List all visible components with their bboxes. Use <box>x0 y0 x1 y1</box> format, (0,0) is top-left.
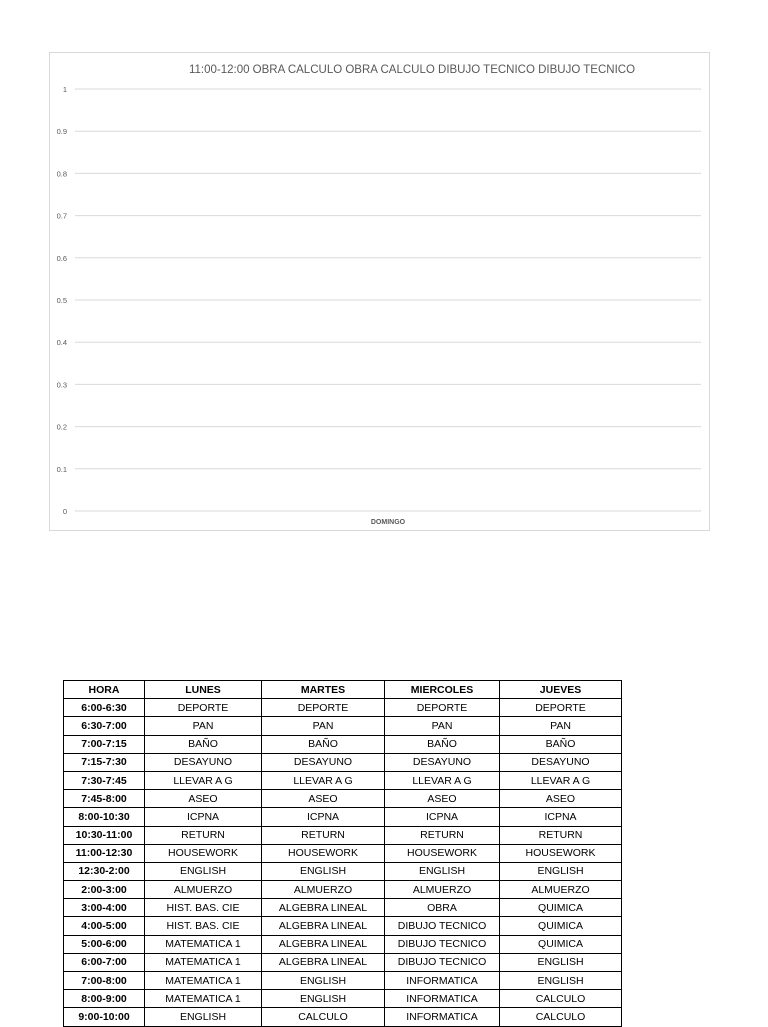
time-cell: 7:45-8:00 <box>64 790 145 808</box>
time-cell: 10:30-11:00 <box>64 826 145 844</box>
activity-cell: MATEMATICA 1 <box>145 972 262 990</box>
activity-cell: ENGLISH <box>145 1008 262 1026</box>
activity-cell: HOUSEWORK <box>145 844 262 862</box>
activity-cell: ALGEBRA LINEAL <box>262 899 385 917</box>
y-tick-label: 0.4 <box>56 338 67 348</box>
time-cell: 7:00-8:00 <box>64 972 145 990</box>
activity-cell: ASEO <box>262 790 385 808</box>
time-cell: 12:30-2:00 <box>64 862 145 880</box>
y-tick-label: 0.2 <box>56 422 67 432</box>
activity-cell: QUIMICA <box>500 935 622 953</box>
table-header-lunes: LUNES <box>145 681 262 699</box>
activity-cell: PAN <box>500 717 622 735</box>
table-row <box>64 753 622 771</box>
activity-cell: HIST. BAS. CIE <box>145 917 262 935</box>
activity-cell: ALGEBRA LINEAL <box>262 917 385 935</box>
activity-cell: BAÑO <box>385 735 500 753</box>
activity-cell: ICPNA <box>145 808 262 826</box>
activity-cell: ALMUERZO <box>145 881 262 899</box>
activity-cell: PAN <box>145 717 262 735</box>
activity-cell: ENGLISH <box>500 862 622 880</box>
y-tick-label: 0.9 <box>56 127 67 137</box>
activity-cell: ASEO <box>500 790 622 808</box>
table-row <box>64 953 622 971</box>
activity-cell: LLEVAR A G <box>145 771 262 789</box>
table-row <box>64 990 622 1008</box>
table-row <box>64 790 622 808</box>
table-row <box>64 899 622 917</box>
table-row <box>64 826 622 844</box>
chart-title: 11:00-12:00 OBRA CALCULO OBRA CALCULO DIBUJO TECNICO DIBUJO TECNICO <box>188 64 636 76</box>
activity-cell: DEPORTE <box>262 699 385 717</box>
activity-cell: HOUSEWORK <box>262 844 385 862</box>
activity-cell: BAÑO <box>500 735 622 753</box>
activity-cell: ENGLISH <box>262 862 385 880</box>
table-header-martes: MARTES <box>262 681 385 699</box>
time-cell: 5:00-6:00 <box>64 935 145 953</box>
activity-cell: DIBUJO TECNICO <box>385 953 500 971</box>
activity-cell: ICPNA <box>500 808 622 826</box>
activity-cell: LLEVAR A G <box>262 771 385 789</box>
activity-cell: MATEMATICA 1 <box>145 935 262 953</box>
time-cell: 6:30-7:00 <box>64 717 145 735</box>
activity-cell: OBRA <box>385 899 500 917</box>
table-body <box>64 699 622 1026</box>
activity-cell: ALGEBRA LINEAL <box>262 953 385 971</box>
chart-area <box>49 52 710 531</box>
time-cell: 8:00-10:30 <box>64 808 145 826</box>
table-row <box>64 735 622 753</box>
activity-cell: QUIMICA <box>500 917 622 935</box>
activity-cell: DEPORTE <box>500 699 622 717</box>
time-cell: 9:00-10:00 <box>64 1008 145 1026</box>
y-axis-ticks <box>57 85 67 516</box>
time-cell: 11:00-12:30 <box>64 844 145 862</box>
activity-cell: RETURN <box>500 826 622 844</box>
gridlines <box>75 89 701 511</box>
time-cell: 2:00-3:00 <box>64 881 145 899</box>
activity-cell: LLEVAR A G <box>385 771 500 789</box>
activity-cell: INFORMATICA <box>385 1008 500 1026</box>
time-cell: 7:00-7:15 <box>64 735 145 753</box>
activity-cell: DESAYUNO <box>145 753 262 771</box>
table-row <box>64 771 622 789</box>
time-cell: 8:00-9:00 <box>64 990 145 1008</box>
activity-cell: HOUSEWORK <box>500 844 622 862</box>
activity-cell: RETURN <box>262 826 385 844</box>
time-cell: 7:15-7:30 <box>64 753 145 771</box>
activity-cell: ALMUERZO <box>262 881 385 899</box>
activity-cell: HIST. BAS. CIE <box>145 899 262 917</box>
table-row <box>64 699 622 717</box>
activity-cell: ENGLISH <box>262 990 385 1008</box>
activity-cell: INFORMATICA <box>385 990 500 1008</box>
y-tick-label: 1 <box>62 85 67 94</box>
schedule-table <box>63 680 622 1027</box>
activity-cell: MATEMATICA 1 <box>145 953 262 971</box>
activity-cell: ASEO <box>385 790 500 808</box>
activity-cell: DEPORTE <box>385 699 500 717</box>
activity-cell: CALCULO <box>262 1008 385 1026</box>
y-tick-label: 0.8 <box>56 169 67 179</box>
activity-cell: ASEO <box>145 790 262 808</box>
activity-cell: ICPNA <box>385 808 500 826</box>
x-tick-label: DOMINGO <box>370 519 406 526</box>
time-cell: 3:00-4:00 <box>64 899 145 917</box>
table-header-row <box>64 681 622 699</box>
activity-cell: RETURN <box>145 826 262 844</box>
y-tick-label: 0.3 <box>56 380 67 390</box>
table-row <box>64 917 622 935</box>
time-cell: 6:00-6:30 <box>64 699 145 717</box>
activity-cell: PAN <box>262 717 385 735</box>
time-cell: 4:00-5:00 <box>64 917 145 935</box>
activity-cell: RETURN <box>385 826 500 844</box>
table-header-jueves: JUEVES <box>500 681 622 699</box>
activity-cell: ALMUERZO <box>500 881 622 899</box>
activity-cell: CALCULO <box>500 1008 622 1026</box>
activity-cell: DESAYUNO <box>500 753 622 771</box>
table-row <box>64 862 622 880</box>
activity-cell: DEPORTE <box>145 699 262 717</box>
chart-svg <box>50 53 711 532</box>
table-row <box>64 972 622 990</box>
activity-cell: ALGEBRA LINEAL <box>262 935 385 953</box>
table-header-miercoles: MIERCOLES <box>385 681 500 699</box>
activity-cell: ENGLISH <box>500 953 622 971</box>
y-tick-label: 0.5 <box>56 296 67 305</box>
time-cell: 6:00-7:00 <box>64 953 145 971</box>
table-row <box>64 808 622 826</box>
table-row <box>64 1008 622 1026</box>
activity-cell: INFORMATICA <box>385 972 500 990</box>
activity-cell: DIBUJO TECNICO <box>385 917 500 935</box>
activity-cell: LLEVAR A G <box>500 771 622 789</box>
table-row <box>64 844 622 862</box>
activity-cell: PAN <box>385 717 500 735</box>
activity-cell: ICPNA <box>262 808 385 826</box>
table-row <box>64 717 622 735</box>
activity-cell: ENGLISH <box>500 972 622 990</box>
activity-cell: BAÑO <box>262 735 385 753</box>
y-tick-label: 0.6 <box>56 253 67 263</box>
y-tick-label: 0.7 <box>56 211 67 221</box>
activity-cell: ENGLISH <box>262 972 385 990</box>
activity-cell: CALCULO <box>500 990 622 1008</box>
time-cell: 7:30-7:45 <box>64 771 145 789</box>
activity-cell: ENGLISH <box>145 862 262 880</box>
activity-cell: BAÑO <box>145 735 262 753</box>
table-row <box>64 881 622 899</box>
activity-cell: ENGLISH <box>385 862 500 880</box>
y-tick-label: 0 <box>62 507 67 516</box>
y-tick-label: 0.1 <box>56 464 67 474</box>
activity-cell: MATEMATICA 1 <box>145 990 262 1008</box>
table-header-hora: HORA <box>64 681 145 699</box>
x-axis-ticks <box>371 519 406 526</box>
activity-cell: DESAYUNO <box>262 753 385 771</box>
activity-cell: DESAYUNO <box>385 753 500 771</box>
activity-cell: HOUSEWORK <box>385 844 500 862</box>
activity-cell: QUIMICA <box>500 899 622 917</box>
activity-cell: DIBUJO TECNICO <box>385 935 500 953</box>
table-row <box>64 935 622 953</box>
activity-cell: ALMUERZO <box>385 881 500 899</box>
